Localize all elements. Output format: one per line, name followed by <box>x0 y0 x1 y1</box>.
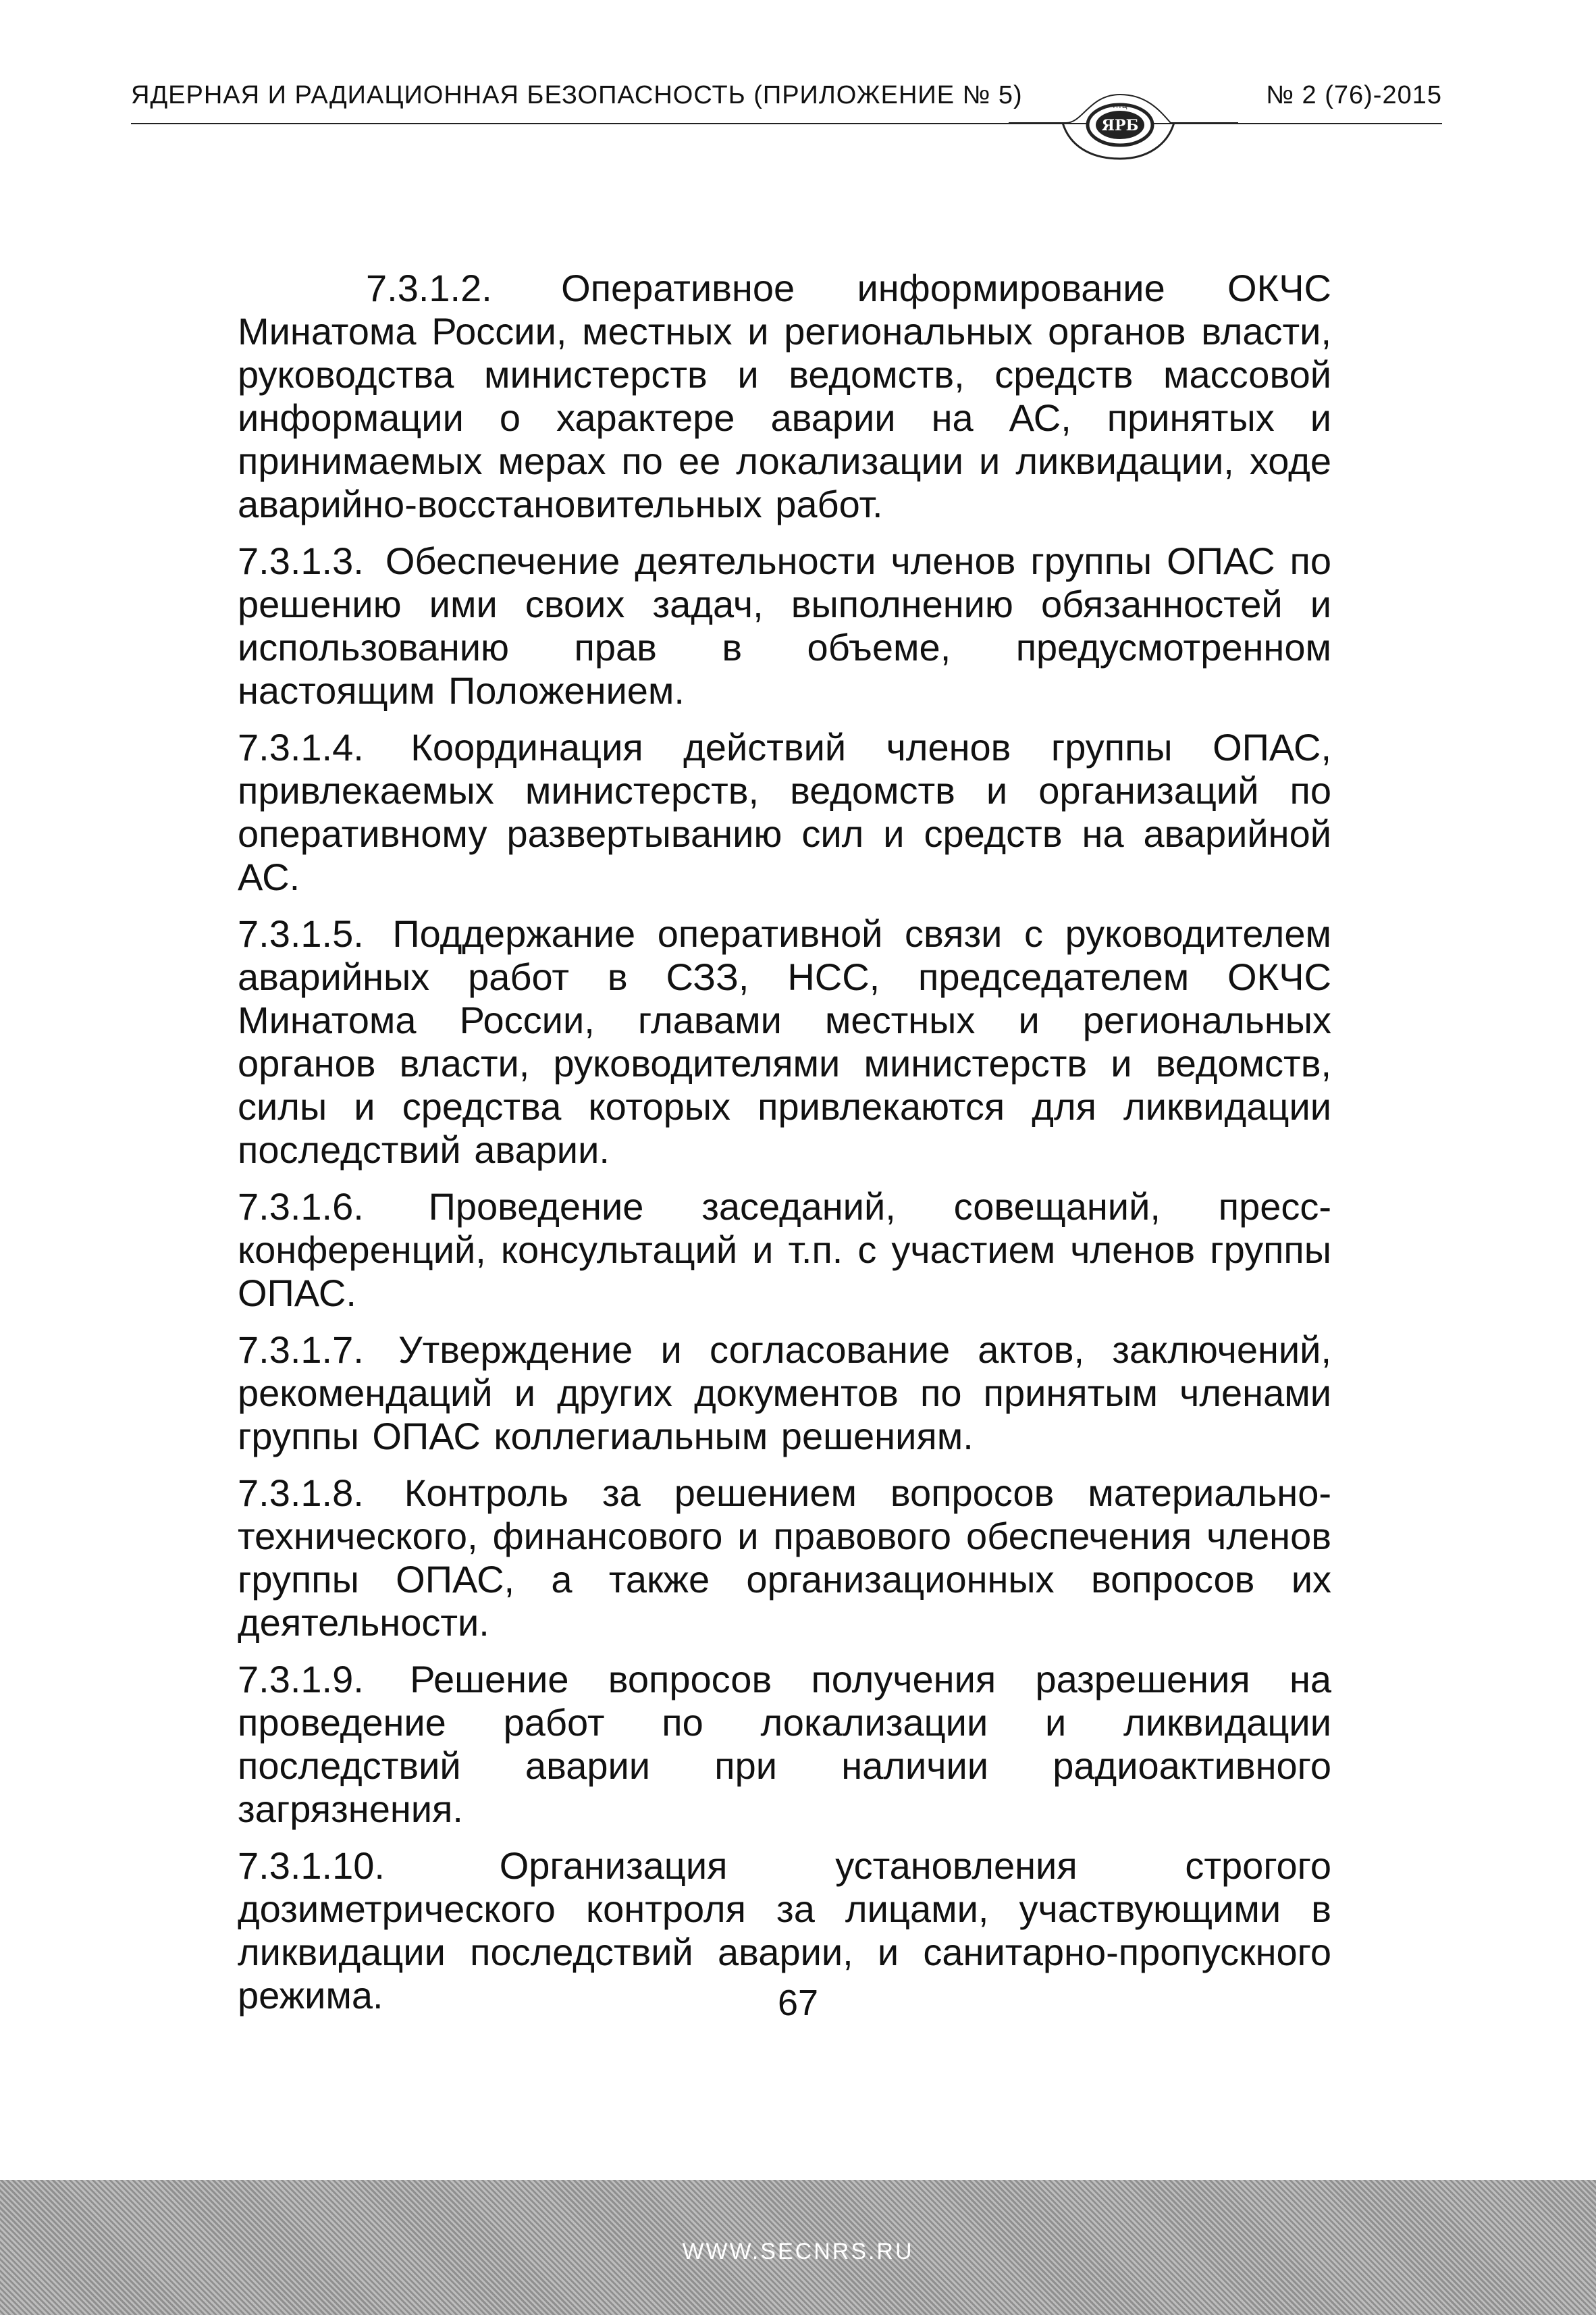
issue-number: № 2 (76)-2015 <box>1266 81 1442 109</box>
paragraph-number: 7.3.1.10. <box>238 1844 385 1887</box>
paragraph-number: 7.3.1.6. <box>238 1185 364 1228</box>
paragraph-number: 7.3.1.9. <box>238 1658 364 1700</box>
paragraph-number: 7.3.1.4. <box>238 726 364 769</box>
paragraph-text: Проведение заседаний, совещаний, пресс-конференций, консультаций и т.п. с участием членов группы ОПАС. <box>238 1185 1332 1314</box>
journal-logo-icon <box>1002 81 1245 162</box>
paragraph-text: Координация действий членов группы ОПАС, привлекаемых министерств, ведомств и организаций по оперативному развертыванию сил и средств на аварийной АС. <box>238 726 1332 898</box>
paragraph-text: Обеспечение деятельности членов группы ОПАС по решению ими своих задач, выполнению обязанностей и использованию прав в объеме, предусмотренном настоящим Положением. <box>238 540 1331 712</box>
paragraph-7-3-1-9 <box>238 1658 1331 1831</box>
paragraph-number: 7.3.1.7. <box>238 1328 364 1371</box>
paragraph-7-3-1-6 <box>238 1185 1331 1315</box>
paragraph-7-3-1-7 <box>238 1328 1331 1458</box>
logo-small-label: НТЦ <box>1113 103 1127 110</box>
paragraph-text: Оперативное информирование ОКЧС Минатома России, местных и региональных органов власти, руководства министерств и ведомств, средств массовой информации о характере аварии на АС, принятых и принимаемых мерах по ее локализации и ликвидации, ходе аварийно-восстановительных работ. <box>238 267 1331 525</box>
paragraph-7-3-1-5 <box>238 912 1331 1172</box>
paragraph-text: Поддержание оперативной связи с руководителем аварийных работ в СЗЗ, НСС, председателем ОКЧС Минатома России, главами местных и региональных органов власти, руководителями министерств и ведомств, силы и средства которых привлекаются для ликвидации последствий аварии. <box>238 912 1332 1171</box>
paragraph-text: Утверждение и согласование актов, заключений, рекомендаций и других документов по принятым членами группы ОПАС коллегиальным решениям. <box>238 1328 1332 1457</box>
paragraph-text: Решение вопросов получения разрешения на проведение работ по локализации и ликвидации последствий аварии при наличии радиоактивного загрязнения. <box>238 1658 1332 1830</box>
paragraph-7-3-1-3 <box>238 540 1331 712</box>
header-divider <box>131 123 1442 124</box>
paragraph-number: 7.3.1.3. <box>238 540 364 582</box>
paragraph-7-3-1-4 <box>238 726 1331 899</box>
paragraph-number: 7.3.1.8. <box>238 1472 364 1514</box>
journal-title: ЯДЕРНАЯ И РАДИАЦИОННАЯ БЕЗОПАСНОСТЬ (ПРИЛОЖЕНИЕ № 5) <box>131 81 1023 109</box>
paragraph-number: 7.3.1.2. <box>366 267 492 309</box>
paragraph-text: Контроль за решением вопросов материально-технического, финансового и правового обеспечения членов группы ОПАС, а также организационных вопросов их деятельности. <box>238 1472 1332 1644</box>
paragraph-7-3-1-2 <box>238 267 1331 526</box>
document-body <box>238 267 1331 2031</box>
page-header <box>131 81 1442 162</box>
paragraph-text: Организация установления строгого дозиметрического контроля за лицами, участвующими в ликвидации последствий аварии, и санитарно-пропускного режима. <box>238 1844 1331 2017</box>
footer-website-link[interactable]: WWW.SECNRS.RU <box>682 2239 914 2264</box>
paragraph-7-3-1-8 <box>238 1472 1331 1644</box>
paragraph-number: 7.3.1.5. <box>238 912 364 955</box>
logo-label: ЯРБ <box>1101 117 1139 134</box>
page-number: 67 <box>777 1983 819 2023</box>
